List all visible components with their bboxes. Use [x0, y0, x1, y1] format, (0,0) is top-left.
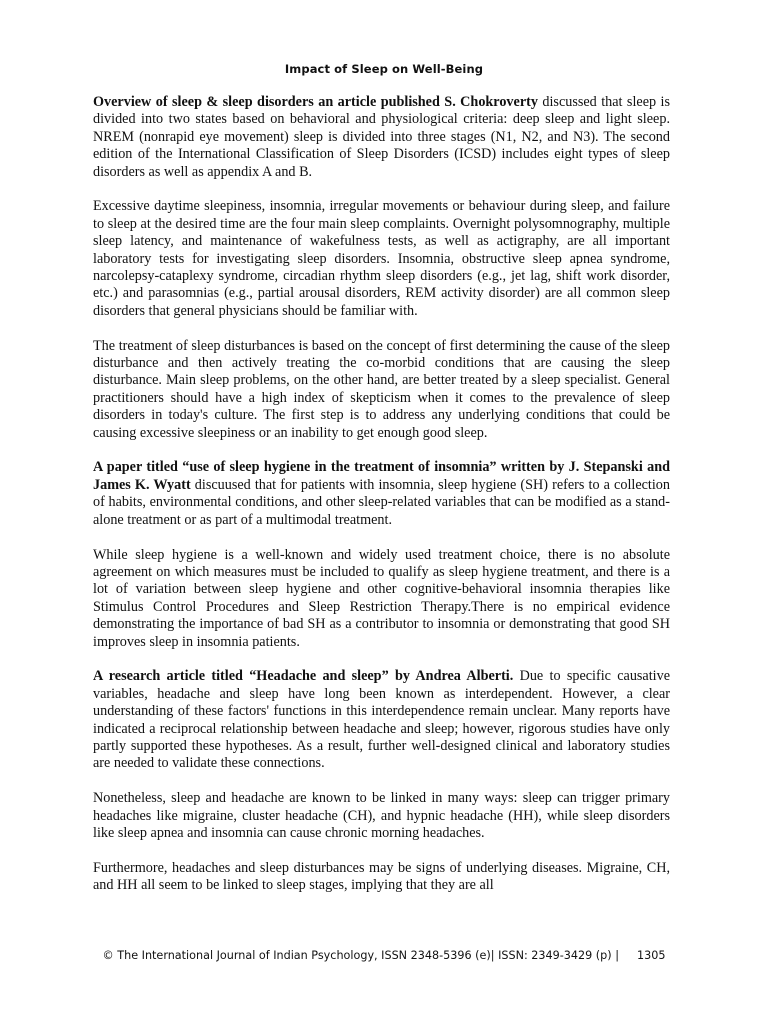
- page-number: 1305: [636, 949, 666, 962]
- paragraph-8: [93, 860, 670, 895]
- paragraph-text: Due to specific causative variables, headache and sleep have long been known as interdependent. However, a clear understanding of these factors' functions in this interdependence remain unclear. Many reports have indicated a reciprocal relationship between headache and sleep; however, rigorous studies have only partly supported these hypotheses. As a result, further well-designed clinical and laboratory studies are needed to validate these connections.: [93, 668, 671, 772]
- paragraph-text: discussed that sleep is divided into two states based on behavioral and physiological criteria: deep sleep and light sleep. NREM (nonrapid eye movement) sleep is divided into three stages (N1, N2, and N3). The second edition of the International Classification of Sleep Disorders (ICSD) includes eight types of sleep disorders as well as appendix A and B.: [93, 94, 670, 180]
- paragraph-text: The treatment of sleep disturbances is based on the concept of first determining the cause of the sleep disturbance and then actively treating the co-morbid conditions that are causing the sleep disturbance. Main sleep problems, on the other hand, are better treated by a sleep specialist. General practitioners should have a high index of skepticism when it comes to the prevalence of sleep disorders in today's culture. The first step is to address any underlying conditions that could be causing excessive sleepiness or an inability to get enough good sleep.: [93, 337, 670, 441]
- paragraph-lead: A research article titled “Headache and sleep” by Andrea Alberti.: [93, 668, 514, 685]
- paragraph-lead: A paper titled “use of sleep hygiene in the treatment of insomnia” written by J. Stepanski and James K. Wyatt: [93, 459, 670, 493]
- article-body: [93, 94, 670, 912]
- paragraph-2: [93, 198, 670, 320]
- paragraph-text: While sleep hygiene is a well-known and widely used treatment choice, there is no absolute agreement on which measures must be included to qualify as sleep hygiene treatment, and there is a lot of variation between sleep hygiene and other cognitive-behavioral insomnia therapies like Stimulus Control Procedures and Sleep Restriction Therapy.There is no empirical evidence demonstrating the importance of bad SH as a contributor to insomnia or demonstrating that good SH improves sleep in insomnia patients.: [93, 546, 670, 650]
- paragraph-text: Nonetheless, sleep and headache are known to be linked in many ways: sleep can trigger primary headaches like migraine, cluster headache (CH), and hypnic headache (HH), while sleep disorders like sleep apnea and insomnia can cause chronic morning headaches.: [93, 790, 670, 841]
- paragraph-5: [93, 547, 670, 651]
- paragraph-7: [93, 790, 670, 842]
- journal-citation: © The International Journal of Indian Psychology, ISSN 2348-5396 (e)| ISSN: 2349-3429 (p) |: [102, 949, 619, 962]
- paragraph-text: discuused that for patients with insomnia, sleep hygiene (SH) refers to a collection of habits, environmental conditions, and other sleep-related variables that can be modified as a stand-alone treatment or as part of a multimodal treatment.: [93, 476, 670, 528]
- paragraph-3: [93, 338, 670, 442]
- running-title: Impact of Sleep on Well-Being: [284, 62, 484, 76]
- paragraph-text: Furthermore, headaches and sleep disturbances may be signs of underlying diseases. Migraine, CH, and HH all seem to be linked to sleep stages, implying that they are all: [93, 859, 670, 894]
- paragraph-lead: Overview of sleep & sleep disorders an article published S. Chokroverty: [93, 94, 538, 110]
- page-footer: [0, 949, 768, 962]
- paragraph-text: Excessive daytime sleepiness, insomnia, irregular movements or behaviour during sleep, and failure to sleep at the desired time are the four main sleep complaints. Overnight polysomnography, multiple sleep latency, and maintenance of wakefulness tests, as well as actigraphy, are all important laboratory tests for investigating sleep disorders. Insomnia, obstructive sleep apnea syndrome, narcolepsy-cataplexy syndrome, circadian rhythm sleep disorders (e.g., jet lag, shift work disorder, etc.) and parasomnias (e.g., partial arousal disorders, REM activity disorder) are all common sleep disorders that general physicians should be familiar with.: [93, 198, 670, 319]
- paragraph-6: [93, 668, 670, 772]
- paragraph-4: [93, 459, 670, 529]
- paragraph-1: [93, 94, 670, 181]
